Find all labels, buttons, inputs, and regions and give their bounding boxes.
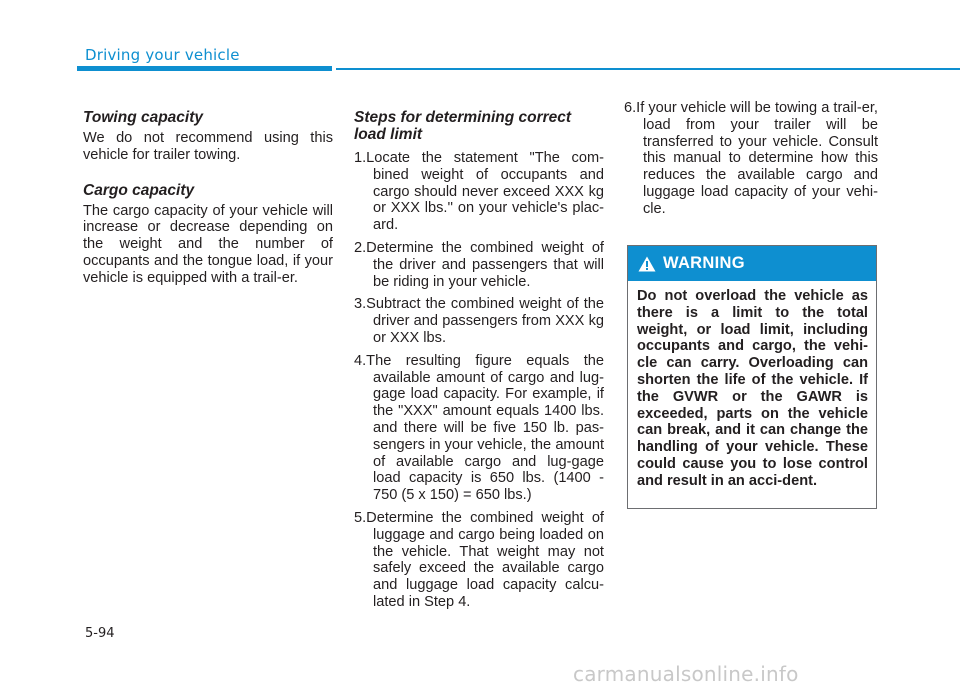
column-left	[83, 109, 333, 287]
load-limit-steps	[354, 150, 604, 611]
towing-capacity-text: We do not recommend using this vehicle for trailer towing.	[83, 130, 333, 163]
step-item: 3.Subtract the combined weight of the driver and passengers from XXX kg or XXX lbs.	[354, 296, 604, 346]
warning-box	[627, 245, 877, 509]
watermark: carmanualsonline.info	[573, 662, 799, 686]
page-number: 5-94	[85, 626, 115, 641]
cargo-capacity-heading: Cargo capacity	[83, 181, 195, 199]
step-item: 5.Determine the combined weight of luggage and cargo being loaded on the vehicle. That weight may not safely exceed the available cargo and luggage load capacity calcu-lated in Step 4.	[354, 509, 604, 610]
step-item: 4.The resulting figure equals the available amount of cargo and lug-gage load capacity. For example, if the "XXX" amount equals 1400 lbs. and there will be five 150 lb. pas-sengers in your vehicle, the amount of available cargo and lug-gage load capacity is 650 lbs. (1400 - 750 (5 x 150) = 650 lbs.)	[354, 352, 604, 504]
section-title: Driving your vehicle	[85, 46, 240, 64]
column-middle	[354, 109, 604, 617]
step-item: 2.Determine the combined weight of the driver and passengers that will be riding in your vehicle.	[354, 239, 604, 290]
header-rule-thin	[336, 68, 960, 70]
cargo-capacity-text: The cargo capacity of your vehicle will increase or decrease depending on the weight and the number of occupants and the tongue load, if your vehicle is equipped with a trail-er.	[83, 202, 333, 286]
load-limit-heading: Steps for determining correct load limit	[354, 109, 572, 143]
warning-triangle-icon	[638, 256, 656, 272]
warning-text: Do not overload the vehicle as there is a limit to the total weight, or load limit, including occupants and cargo, the vehi-cle can carry. Overloading can shorten the life of the vehicle. If the GVWR or the GAWR is exceeded, parts on the vehicle can break, and it can change the handling of your vehicle. These could cause you to lose control and result in an acci-dent.	[637, 288, 868, 489]
step-item: 6.If your vehicle will be towing a trail-er, load from your trailer will be transferred to your vehicle. Consult this manual to determine how this reduces the available cargo and luggage load capacity of your vehi-cle.	[624, 100, 878, 217]
header-rule-thick	[77, 66, 332, 71]
step-item: 1.Locate the statement "The com-bined weight of occupants and cargo should never exceed XXX kg or XXX lbs.'' on your vehicle's plac-ard.	[354, 150, 604, 234]
towing-capacity-heading: Towing capacity	[83, 109, 204, 126]
warning-header	[628, 246, 876, 281]
column-right	[624, 100, 878, 224]
warning-title: WARNING	[663, 254, 745, 272]
